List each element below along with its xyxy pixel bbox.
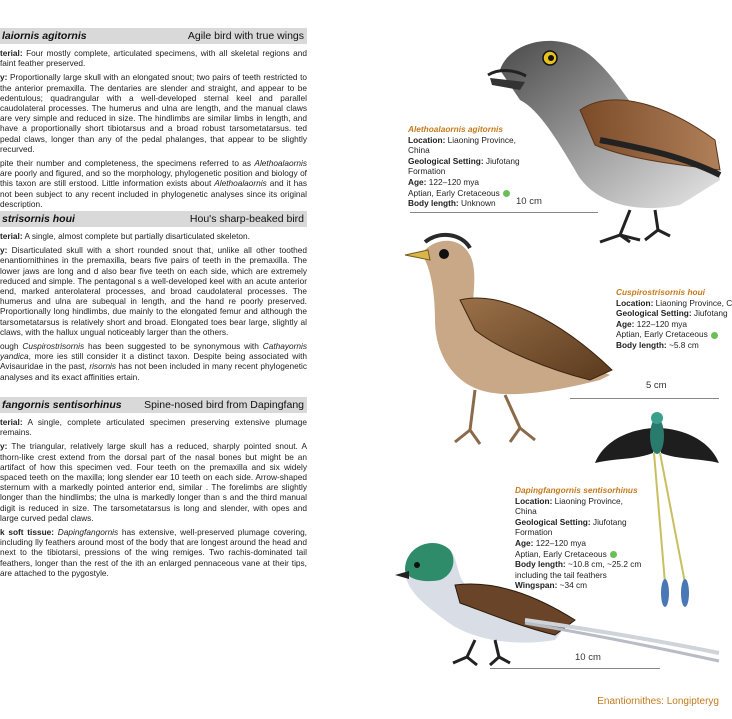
paragraph-soft-tissue: k soft tissue: Dapingfangornis has extensive, well-preserved plumage covering, including lly feathers around most of the body that are longest around the head and next to the tibiotarsi, pressions of the wing remiges. Two rachis-dominated tail feathers, longer than the rest of the ith an enlarged pennaceous vane at their tips, are attached to the pygostyle. <box>0 527 307 578</box>
scale-bar <box>490 668 660 669</box>
scientific-name: strisornis houi <box>2 213 75 225</box>
entry-header <box>0 28 307 44</box>
paragraph-anatomy: y: The triangular, relatively large skull has a reduced, sharply pointed snout. A thorn-like crest extend from the dorsal part of the nasal bones but might be an artifact of how this specimen ved. Four teeth on the premaxilla and six widely spaced teeth on the maxilla; long slender ear 10 teeth on each side. Arrow-shaped sternum with a markedly pointed anterior end, similar . The forelimbs are slightly longer than the hindlimbs; the ulna is markedly longer than s and the third manual digit is reduced in size. The tarsometatarsus is long and slender, with opes and large curved pedal claws. <box>0 441 307 523</box>
cretaceous-dot <box>711 332 718 339</box>
entry-alethoalaornis <box>0 28 307 211</box>
running-footer: Enantiornithes: Longipteryg <box>597 696 719 707</box>
common-name: Agile bird with true wings <box>187 30 304 42</box>
paragraph-material: terial: A single, complete articulated specimen preserving extensive plumage remains. <box>0 417 307 438</box>
scale-label: 10 cm <box>575 652 601 663</box>
caption-cuspirostrisornis: Cuspirostrisornis houi Location: Liaoning Province, C Geological Setting: Jiufotang Age: 122–120 mya Aptian, Early Cretaceous Body length: ~5.8 cm <box>616 287 732 350</box>
paragraph-notes: pite their number and completeness, the specimens referred to as Alethoalaornis are poorly and figured, and so the morphology, phylogenetic position and biology of this taxon are still erstood. Little information exists about Alethoalaornis and it has not been subject to any recent included in phylogenetic analyses since its original description. <box>0 158 307 209</box>
scale-label: 10 cm <box>516 196 542 207</box>
common-name: Hou's sharp-beaked bird <box>189 213 304 225</box>
caption-dapingfangornis: Dapingfangornis sentisorhinus Location: Liaoning Province, China Geological Setting: Jiufotang Formation Age: 122–120 mya Aptian, Early Cretaceous Body length: ~10.8 cm, ~25.2 cm including the tail feathers Wingspan: ~34 cm <box>515 485 645 591</box>
caption-title: Dapingfangornis sentisorhinus <box>515 485 638 495</box>
paragraph-anatomy: y: Disarticulated skull with a short rounded snout that, unlike all other toothed enantiornithines in the premaxilla, bears five pairs of teeth in the premaxilla. The lower jaws are long and d also bear five teeth on each side, which are extremely reduced and simple. The pentagonal s a well-developed keel with an acute anterior end, marked anterolateral processes, and broad caudolateral processes. The humerus and ulna are subequal in length, and the hand re poorly preserved. Proportionally long hindlimbs, due mainly to the elongated femur and although the tarsometatarsus is relatively short and broad. Elongated toes bear large, slightly al claws, with the hallux ungual noticeably larger than the others. <box>0 245 307 337</box>
caption-title: Cuspirostrisornis houi <box>616 287 705 297</box>
paragraph-anatomy: y: Proportionally large skull with an elongated snout; two pairs of teeth restricted to the anterior premaxilla. The dentaries are slender and straight, and appear to be edentulous; quadrangular with a well-developed sternal keel and parallel caudolateral processes. The humerus and ulna are length, and the manual claws are very simple and reduced in size. The hindlimbs are similar limbs in length, and have a proportionally short tibiotarsus and a broad robust tarsometatarsus. ted pedal claws, longer than any of the pedal phalanges, that appear to be slightly recurved. <box>0 72 307 154</box>
caption-alethoalaornis: Alethoalaornis agitornis Location: Liaoning Province, China Geological Setting: Jiufotang Formation Age: 122–120 mya Aptian, Early Cretaceous Body length: Unknown <box>408 124 538 209</box>
cuspirostrisornis-illustration <box>400 230 615 455</box>
cretaceous-dot <box>503 190 510 197</box>
paragraph-notes: ough Cuspirostrisornis has been suggested to be synonymous with Cathayornis yandica, more ies still consider it a distinct taxon. Despite being associated with Avisauridae in the past, risornis has not been included in many recent phylogenetic analyses and its exact affinities ertain. <box>0 341 308 382</box>
scale-bar <box>410 212 598 213</box>
scientific-name: laiornis agitornis <box>2 30 87 42</box>
scale-label: 5 cm <box>646 380 667 391</box>
entry-header <box>0 397 307 413</box>
paragraph-material: terial: A single, almost complete but partially disarticulated skeleton. <box>0 231 250 241</box>
common-name: Spine-nosed bird from Dapingfang <box>144 399 304 411</box>
entry-cuspirostrisornis <box>0 211 307 397</box>
text-column <box>0 28 307 578</box>
paragraph-material: terial: Four mostly complete, articulated specimens, with all skeletal regions and faint feather preserved. <box>0 48 307 69</box>
caption-title: Alethoalaornis agitornis <box>408 124 503 134</box>
scientific-name: fangornis sentisorhinus <box>2 399 122 411</box>
dapingfangornis-perched-illustration <box>395 535 719 670</box>
entry-header <box>0 211 307 227</box>
entry-dapingfangornis <box>0 397 307 578</box>
